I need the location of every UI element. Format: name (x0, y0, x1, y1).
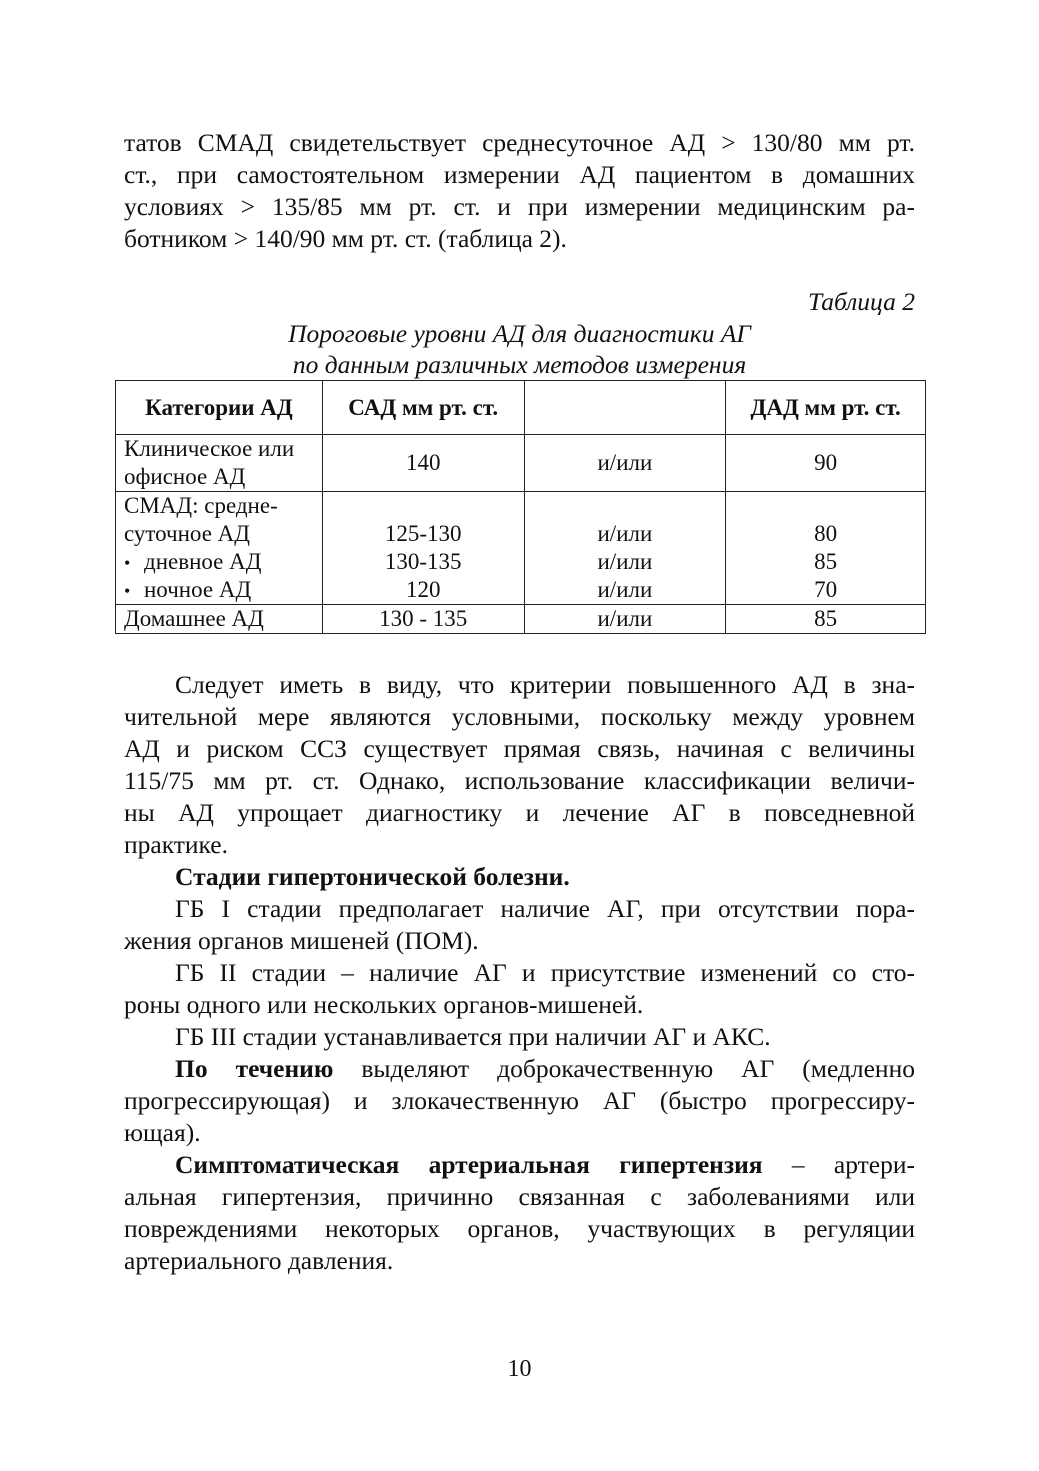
cell-text: ночное АД (144, 577, 252, 602)
text-line: АД и риском ССЗ существует прямая связь, начиная с величины (124, 734, 915, 763)
text-line: ющая). (124, 1118, 201, 1147)
text-line: ботником > 140/90 мм рт. ст. (таблица 2). (124, 224, 567, 253)
body-text (124, 669, 915, 1277)
cell-text: 70 (814, 577, 838, 602)
sad-cell: 140 (322, 435, 524, 492)
table-row (116, 605, 926, 634)
heading-text: Стадии гипертонической болезни. (175, 862, 570, 891)
text-line: роны одного или нескольких органов-мишеней. (124, 990, 644, 1019)
header-empty (524, 381, 726, 435)
text-line (124, 1053, 915, 1085)
dad-cell: 85 (726, 605, 926, 634)
text-line: прогрессирующая) и злокачественную АГ (быстро прогрессиру- (124, 1086, 915, 1115)
conj-cell: и/или (524, 435, 726, 492)
text-line: условиях > 135/85 мм рт. ст. и при измерении медицинским ра- (124, 192, 915, 221)
text-line (124, 1149, 915, 1181)
page-number: 10 (507, 1356, 532, 1382)
cell-text: и/или (597, 549, 653, 574)
cell-text: 130-135 (384, 549, 462, 574)
text-line: ГБ II стадии – наличие АГ и присутствие изменений со сто- (175, 958, 915, 987)
text-line: чительной мере являются условными, поскольку между уровнем (124, 702, 915, 731)
sad-cell (322, 492, 524, 605)
category-cell (116, 435, 323, 492)
bullet-item (124, 548, 314, 576)
inline-text: выделяют доброкачественную АГ (медленно (333, 1054, 915, 1083)
text-line: ны АД упрощает диагностику и лечение АГ в повседневной (124, 798, 915, 827)
text-line: ст., при самостоятельном измерении АД пациентом в домашних (124, 160, 915, 189)
header-dad: ДАД мм рт. ст. (726, 381, 926, 435)
text-line: ГБ I стадии предполагает наличие АГ, при отсутствии пора- (175, 894, 915, 923)
table-row (116, 435, 926, 492)
sad-cell: 130 - 135 (322, 605, 524, 634)
text-line: жения органов мишеней (ПОМ). (124, 926, 479, 955)
text-line: ГБ III стадии устанавливается при наличии АГ и АКС. (175, 1022, 771, 1051)
cell-text: суточное АД (124, 521, 250, 546)
text-line: татов СМАД свидетельствует среднесуточное АД > 130/80 мм рт. (124, 128, 915, 157)
cell-text: и/или (597, 521, 653, 546)
section-heading (124, 861, 915, 893)
text-line: альная гипертензия, причинно связанная с заболеваниями или (124, 1182, 915, 1211)
cell-text: 80 (814, 521, 838, 546)
header-category: Категории АД (116, 381, 323, 435)
bullet-item (124, 576, 314, 604)
conj-cell (524, 492, 726, 605)
text-line: артериального давления. (124, 1246, 394, 1275)
bold-term: Симптоматическая артериальная гипертензия (175, 1150, 763, 1179)
caption-line: Пороговые уровни АД для диагностики АГ (288, 319, 751, 348)
category-cell: Домашнее АД (116, 605, 323, 634)
dad-cell (726, 492, 926, 605)
cell-text: дневное АД (144, 549, 262, 574)
cell-text: Клиническое или (124, 436, 295, 461)
table-caption (124, 318, 915, 380)
text-line: 115/75 мм рт. ст. Однако, использование классификации величи- (124, 766, 915, 795)
caption-line: по данным различных методов измерения (292, 350, 747, 379)
cell-text: 125-130 (384, 521, 462, 546)
inline-text: – артери- (762, 1150, 915, 1179)
cell-text: офисное АД (124, 464, 246, 489)
cell-text: СМАД: средне- (124, 493, 278, 518)
text-line: повреждениями некоторых органов, участвующих в регуляции (124, 1214, 915, 1243)
conj-cell: и/или (524, 605, 726, 634)
dad-cell: 90 (726, 435, 926, 492)
header-sad: САД мм рт. ст. (322, 381, 524, 435)
bold-term: По течению (175, 1054, 334, 1083)
cell-text: 85 (814, 549, 838, 574)
table-label: Таблица 2 (807, 287, 915, 316)
text-line: практике. (124, 830, 229, 859)
table-header-row (116, 381, 926, 435)
cell-text: и/или (597, 577, 653, 602)
threshold-table (115, 380, 926, 634)
cell-text: 120 (405, 577, 441, 602)
text-line: Следует иметь в виду, что критерии повышенного АД в зна- (175, 670, 915, 699)
intro-paragraph (124, 127, 915, 255)
table-row (116, 492, 926, 605)
category-cell (116, 492, 323, 605)
